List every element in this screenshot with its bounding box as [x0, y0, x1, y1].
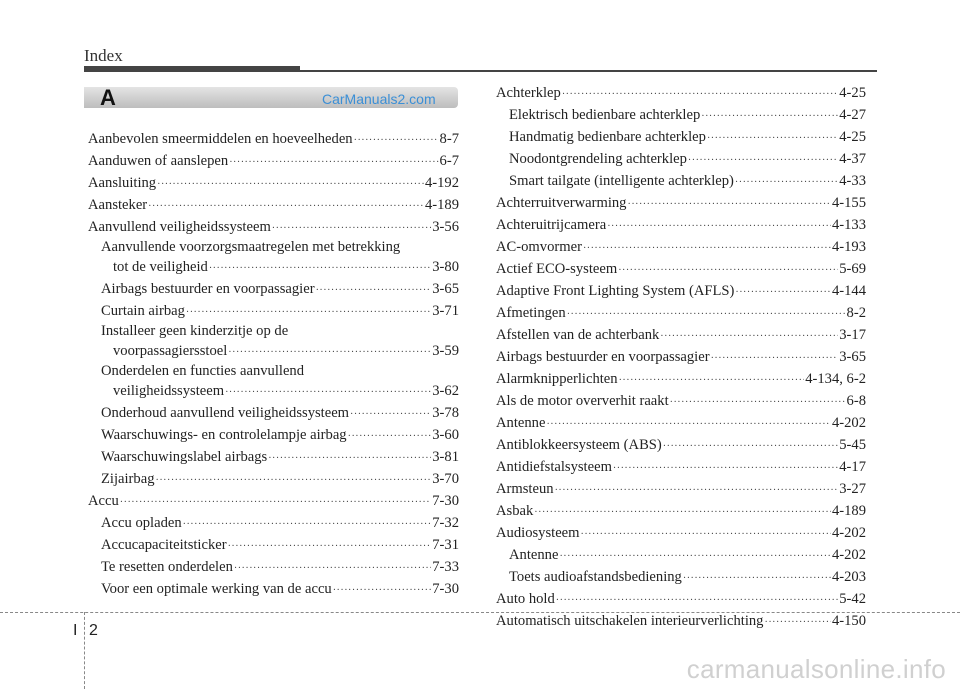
- entry-text: Waarschuwingslabel airbags: [101, 449, 268, 465]
- page-ref: 3-62: [432, 383, 459, 399]
- index-entry: [496, 566, 866, 588]
- dot-leader: [627, 194, 830, 216]
- dot-leader: [348, 426, 432, 448]
- dot-leader: [688, 150, 838, 172]
- page-ref: 4-25: [839, 85, 866, 101]
- entry-text: Aanvullend veiligheidssysteem: [88, 219, 271, 235]
- page-ref: 7-33: [432, 559, 459, 575]
- page-ref: 3-27: [839, 481, 866, 497]
- entry-text: Voor een optimale werking van de accu: [101, 581, 332, 597]
- page-ref: 5-69: [839, 261, 866, 277]
- dot-leader: [120, 492, 431, 514]
- page-ref: 4-27: [839, 107, 866, 123]
- page-ref: 8-2: [846, 305, 866, 321]
- page-ref: 6-7: [439, 153, 459, 169]
- page-ref: 3-78: [432, 405, 459, 421]
- page-header-title: Index: [84, 46, 123, 65]
- dot-leader: [567, 304, 846, 326]
- index-entry: [88, 468, 459, 490]
- entry-text-continued: tot de veiligheid: [113, 259, 208, 275]
- index-entry: [88, 256, 459, 278]
- entry-text: Achteruitrijcamera: [496, 217, 607, 233]
- entry-text: Accucapaciteitsticker: [101, 537, 227, 553]
- index-entry: [496, 610, 866, 632]
- entry-text: Te resetten onderdelen: [101, 559, 233, 575]
- page-ref: 4-144: [831, 283, 866, 299]
- dot-leader: [229, 152, 438, 174]
- entry-text: Afmetingen: [496, 305, 566, 321]
- index-entry: [496, 148, 866, 170]
- entry-text: Toets audioafstandsbediening: [509, 569, 682, 585]
- dot-leader: [581, 524, 831, 546]
- dot-leader: [354, 130, 439, 152]
- page-ref: 5-45: [839, 437, 866, 453]
- page-ref: 4-192: [424, 175, 459, 191]
- dot-leader: [607, 216, 831, 238]
- entry-text: Zijairbag: [101, 471, 155, 487]
- index-entry: [496, 412, 866, 434]
- dot-leader: [735, 282, 831, 304]
- entry-text: Antidiefstalsysteem: [496, 459, 612, 475]
- page-ref: 3-17: [839, 327, 866, 343]
- page-ref: 3-81: [432, 449, 459, 465]
- dot-leader: [333, 580, 432, 602]
- index-entry: [88, 128, 459, 150]
- index-entry: [88, 300, 459, 322]
- dot-leader: [735, 172, 838, 194]
- dot-leader: [556, 590, 838, 612]
- index-entry: [88, 556, 459, 578]
- page-ref: 4-155: [831, 195, 866, 211]
- entry-text: Automatisch uitschakelen interieurverlichting: [496, 613, 764, 629]
- dot-leader: [272, 218, 431, 240]
- index-entry: [496, 368, 866, 390]
- index-entry: [88, 512, 459, 534]
- entry-text: Onderdelen en functies aanvullend: [101, 363, 305, 379]
- page-ref: 4-25: [839, 129, 866, 145]
- entry-text: Achterruitverwarming: [496, 195, 627, 211]
- dot-leader: [707, 128, 838, 150]
- index-entry: [496, 544, 866, 566]
- entry-text: Aansluiting: [88, 175, 157, 191]
- dot-leader: [559, 546, 830, 568]
- entry-text: Aansteker: [88, 197, 148, 213]
- footer-rule-vertical: [84, 612, 85, 689]
- page-ref: 4-189: [831, 503, 866, 519]
- dot-leader: [225, 382, 431, 404]
- index-entry: [496, 588, 866, 610]
- page-ref: 3-71: [432, 303, 459, 319]
- page-ref: 7-30: [432, 493, 459, 509]
- dot-leader: [683, 568, 831, 590]
- index-entry: [496, 500, 866, 522]
- page-ref: 4-133: [831, 217, 866, 233]
- dot-leader: [701, 106, 838, 128]
- index-entry: [496, 280, 866, 302]
- entry-text: Aanbevolen smeermiddelen en hoeveelheden: [88, 131, 353, 147]
- entry-text: Asbak: [496, 503, 534, 519]
- index-entry-heading: [88, 322, 459, 340]
- entry-text: Elektrisch bedienbare achterklep: [509, 107, 701, 123]
- dot-leader: [555, 480, 839, 502]
- dot-leader: [534, 502, 831, 524]
- dot-leader: [618, 260, 838, 282]
- index-entry: [496, 478, 866, 500]
- entry-text: Installeer geen kinderzitje op de: [101, 323, 289, 339]
- page-ref: 3-56: [432, 219, 459, 235]
- entry-text: Afstellen van de achterbank: [496, 327, 660, 343]
- index-entry: [496, 390, 866, 412]
- entry-text: Onderhoud aanvullend veiligheidssysteem: [101, 405, 350, 421]
- page-ref: 3-65: [839, 349, 866, 365]
- entry-text: Aanduwen of aanslepen: [88, 153, 229, 169]
- dot-leader: [670, 392, 846, 414]
- dot-leader: [583, 238, 831, 260]
- index-column-right: [496, 82, 866, 632]
- index-entry: [496, 82, 866, 104]
- page-ref: 4-33: [839, 173, 866, 189]
- page-ref: 8-7: [439, 131, 459, 147]
- entry-text: Achterklep: [496, 85, 561, 101]
- dot-leader: [660, 326, 838, 348]
- entry-text: AC-omvormer: [496, 239, 582, 255]
- page-ref: 7-31: [432, 537, 459, 553]
- carmanuals-logo: CarManuals2.com: [322, 91, 436, 107]
- dot-leader: [764, 612, 830, 634]
- entry-text: Handmatig bedienbare achterklep: [509, 129, 706, 145]
- dot-leader: [562, 84, 838, 106]
- entry-text: Aanvullende voorzorgsmaatregelen met betrekking: [101, 239, 401, 255]
- page-ref: 4-202: [831, 415, 866, 431]
- dot-leader: [148, 196, 424, 218]
- index-entry: [88, 340, 459, 362]
- dot-leader: [183, 514, 432, 536]
- page-ref: 4-203: [831, 569, 866, 585]
- entry-text: Accu: [88, 493, 119, 509]
- page-ref: 4-134, 6-2: [805, 371, 866, 387]
- index-entry: [88, 150, 459, 172]
- entry-text: Airbags bestuurder en voorpassagier: [496, 349, 710, 365]
- entry-text: Antenne: [509, 547, 559, 563]
- index-entry: [88, 424, 459, 446]
- page-ref: 4-150: [831, 613, 866, 629]
- entry-text: Alarmknipperlichten: [496, 371, 618, 387]
- index-entry: [88, 534, 459, 556]
- entry-text: Smart tailgate (intelligente achterklep): [509, 173, 734, 189]
- page-ref: 3-70: [432, 471, 459, 487]
- index-entry: [88, 194, 459, 216]
- dot-leader: [546, 414, 830, 436]
- index-entry: [88, 278, 459, 300]
- index-entry: [496, 104, 866, 126]
- index-entry: [496, 236, 866, 258]
- dot-leader: [316, 280, 432, 302]
- index-entry: [88, 380, 459, 402]
- dot-leader: [209, 258, 431, 280]
- index-entry: [88, 402, 459, 424]
- page-ref: 4-189: [424, 197, 459, 213]
- page-ref: 3-80: [432, 259, 459, 275]
- page-ref: 3-65: [432, 281, 459, 297]
- entry-text: Curtain airbag: [101, 303, 185, 319]
- entry-text: Actief ECO-systeem: [496, 261, 618, 277]
- page-ref: 6-8: [846, 393, 866, 409]
- page-ref: 3-59: [432, 343, 459, 359]
- index-entry-heading: [88, 238, 459, 256]
- entry-text-continued: veiligheidssysteem: [113, 383, 225, 399]
- dot-leader: [711, 348, 839, 370]
- index-column-left: [88, 128, 459, 600]
- index-entry: [496, 434, 866, 456]
- index-entry-heading: [88, 362, 459, 380]
- dot-leader: [350, 404, 431, 426]
- index-entry: [496, 302, 866, 324]
- section-letter: A: [100, 85, 116, 110]
- index-entry: [88, 446, 459, 468]
- entry-text: Antiblokkeersysteem (ABS): [496, 437, 662, 453]
- entry-text: Waarschuwings- en controlelampje airbag: [101, 427, 347, 443]
- index-entry: [496, 192, 866, 214]
- dot-leader: [663, 436, 838, 458]
- page-ref: 4-202: [831, 547, 866, 563]
- index-entry: [88, 172, 459, 194]
- page-ref: 4-37: [839, 151, 866, 167]
- index-entry: [496, 258, 866, 280]
- footer-rule: [0, 612, 960, 613]
- dot-leader: [228, 536, 432, 558]
- page-ref: 7-30: [432, 581, 459, 597]
- dot-leader: [613, 458, 838, 480]
- index-entry: [88, 490, 459, 512]
- footer-page-number: 2: [89, 622, 98, 639]
- header-rule-thin: [84, 70, 877, 72]
- dot-leader: [186, 302, 431, 324]
- index-entry: [496, 346, 866, 368]
- footer-section-label: I: [73, 622, 78, 639]
- entry-text: Armsteun: [496, 481, 554, 497]
- page-ref: 3-60: [432, 427, 459, 443]
- entry-text-continued: voorpassagiersstoel: [113, 343, 228, 359]
- page-ref: 4-202: [831, 525, 866, 541]
- entry-text: Noodontgrendeling achterklep: [509, 151, 687, 167]
- index-entry: [88, 578, 459, 600]
- index-entry: [496, 456, 866, 478]
- dot-leader: [619, 370, 805, 392]
- entry-text: Audiosysteem: [496, 525, 580, 541]
- page-ref: 4-17: [839, 459, 866, 475]
- entry-text: Adaptive Front Lighting System (AFLS): [496, 283, 735, 299]
- index-entry: [496, 522, 866, 544]
- page-ref: 7-32: [432, 515, 459, 531]
- index-entry: [496, 126, 866, 148]
- dot-leader: [228, 342, 431, 364]
- dot-leader: [268, 448, 431, 470]
- entry-text: Auto hold: [496, 591, 555, 607]
- entry-text: Accu opladen: [101, 515, 182, 531]
- dot-leader: [157, 174, 424, 196]
- entry-text: Antenne: [496, 415, 546, 431]
- page-ref: 4-193: [831, 239, 866, 255]
- entry-text: Airbags bestuurder en voorpassagier: [101, 281, 315, 297]
- page-ref: 5-42: [839, 591, 866, 607]
- site-watermark: carmanualsonline.info: [686, 654, 946, 684]
- index-entry: [496, 214, 866, 236]
- entry-text: Als de motor oververhit raakt: [496, 393, 669, 409]
- index-entry: [496, 170, 866, 192]
- index-entry: [496, 324, 866, 346]
- dot-leader: [234, 558, 431, 580]
- index-entry: [88, 216, 459, 238]
- dot-leader: [156, 470, 432, 492]
